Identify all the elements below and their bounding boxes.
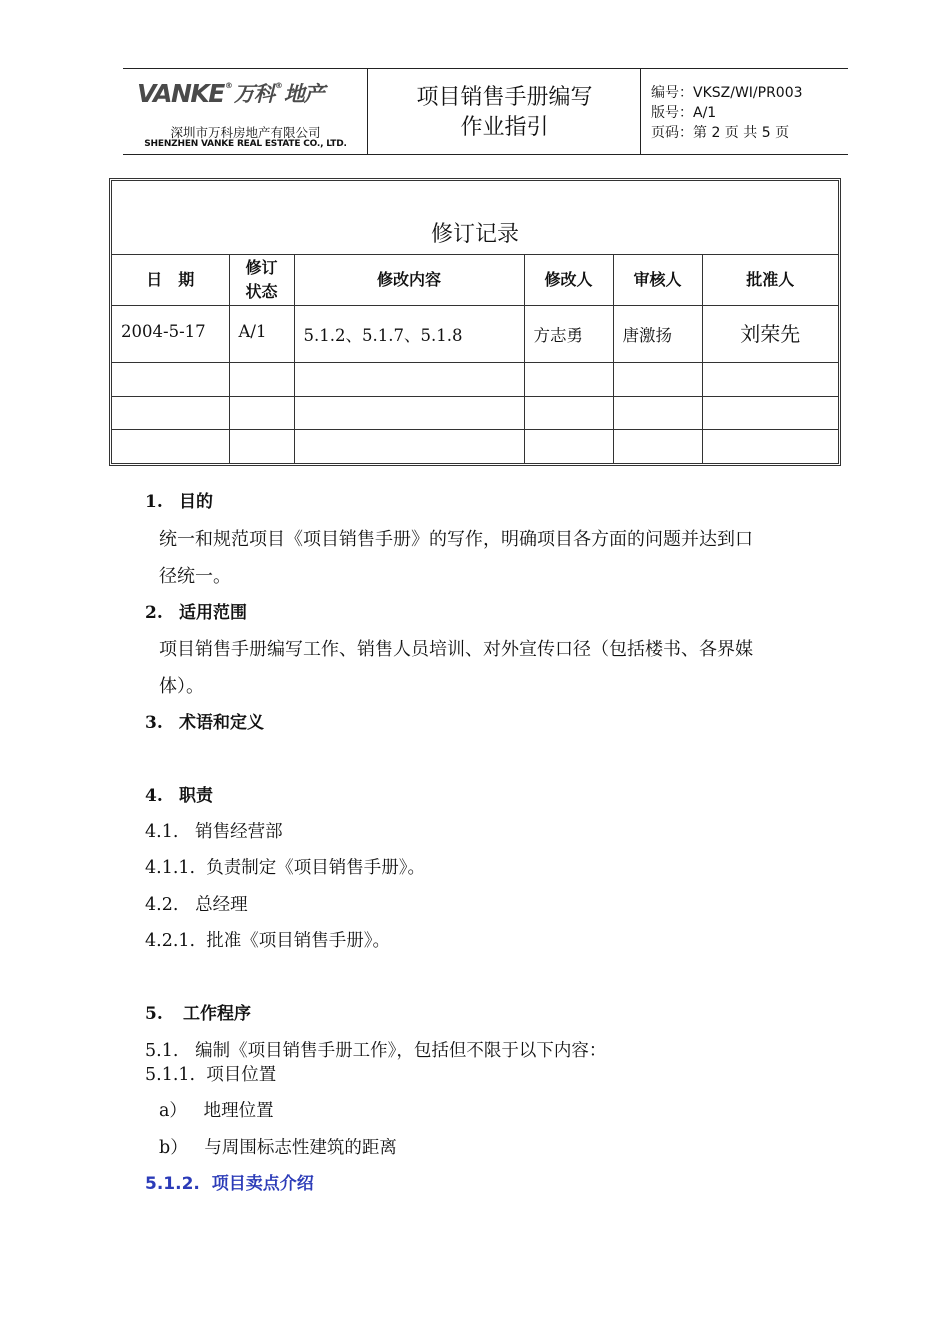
empty-cell bbox=[524, 396, 613, 429]
empty-cell bbox=[613, 396, 702, 429]
empty-cell bbox=[702, 362, 838, 396]
empty-cell bbox=[702, 396, 838, 429]
col-header-modifier: 修改人 bbox=[524, 254, 613, 305]
col-header-status bbox=[229, 254, 294, 305]
section-4-heading bbox=[145, 784, 213, 808]
list-item-a: a） 地理位置 bbox=[159, 1101, 274, 1121]
empty-cell bbox=[294, 362, 524, 396]
subsection-5-1-2: 5.1.2. 项目卖点介绍 bbox=[145, 1174, 314, 1194]
table-row-empty bbox=[112, 429, 838, 463]
empty-cell bbox=[229, 396, 294, 429]
empty-cell bbox=[702, 429, 838, 463]
section-1-heading bbox=[145, 490, 213, 514]
section-number: 4. bbox=[145, 786, 163, 806]
section-1-paragraph-line-1: 统一和规范项目《项目销售手册》的写作，明确项目各方面的问题并达到口 bbox=[159, 529, 753, 550]
logo-cell bbox=[123, 69, 368, 154]
section-title: 术语和定义 bbox=[179, 713, 264, 733]
subsection-4-1-1: 4.1.1. 负责制定《项目销售手册》。 bbox=[145, 858, 425, 878]
section-title: 职责 bbox=[179, 786, 213, 806]
vanke-logo bbox=[137, 79, 324, 109]
empty-cell bbox=[524, 429, 613, 463]
company-name-en: SHENZHEN VANKE REAL ESTATE CO., LTD. bbox=[144, 139, 347, 149]
document-meta bbox=[651, 83, 803, 143]
empty-cell bbox=[524, 362, 613, 396]
section-title: 目的 bbox=[179, 492, 213, 512]
empty-cell bbox=[294, 396, 524, 429]
table-row-empty bbox=[112, 362, 838, 396]
document-header bbox=[123, 68, 848, 155]
empty-cell bbox=[112, 429, 229, 463]
section-2-paragraph-line-2: 体）。 bbox=[159, 676, 204, 697]
section-3-heading bbox=[145, 711, 264, 735]
subsection-4-2-1: 4.2.1. 批准《项目销售手册》。 bbox=[145, 931, 390, 951]
logo-cjk-2: 地产 bbox=[283, 82, 324, 106]
table-row bbox=[112, 305, 838, 362]
document-title-line-2: 作业指引 bbox=[460, 115, 549, 140]
document-title bbox=[368, 83, 641, 143]
section-title: 工作程序 bbox=[183, 1004, 251, 1024]
section-number: 2. bbox=[145, 603, 163, 623]
page-number: 页码：第 2 页 共 5 页 bbox=[651, 125, 790, 141]
logo-registered-mark: ® bbox=[224, 81, 233, 90]
meta-cell bbox=[641, 69, 848, 154]
subsection-4-2: 4.2. 总经理 bbox=[145, 895, 248, 915]
subsection-5-1: 5.1. 编制《项目销售手册工作》，包括但不限于以下内容： bbox=[145, 1041, 607, 1061]
cell-date: 2004-5-17 bbox=[112, 305, 229, 362]
title-cell bbox=[368, 69, 641, 154]
empty-cell bbox=[294, 429, 524, 463]
revision-record-table bbox=[109, 178, 841, 466]
col-header-content: 修改内容 bbox=[294, 254, 524, 305]
subsection-5-1-1: 5.1.1. 项目位置 bbox=[145, 1065, 277, 1085]
cell-status: A/1 bbox=[229, 305, 294, 362]
cell-content: 5.1.2、5.1.7、5.1.8 bbox=[294, 305, 524, 362]
subsection-4-1: 4.1. 销售经营部 bbox=[145, 822, 283, 842]
col-header-status-line-1: 修订 bbox=[245, 257, 278, 277]
logo-cjk: 万科 bbox=[233, 82, 274, 106]
empty-cell bbox=[229, 362, 294, 396]
table-row-empty bbox=[112, 396, 838, 429]
section-number: 1. bbox=[145, 492, 163, 512]
company-name-cn: 深圳市万科房地产有限公司 bbox=[170, 125, 321, 140]
empty-cell bbox=[229, 429, 294, 463]
logo-registered-mark-2: ® bbox=[274, 81, 283, 90]
logo-latin: VANKE bbox=[137, 79, 224, 108]
version-number: 版号：A/1 bbox=[651, 105, 717, 121]
list-item-b: b） 与周围标志性建筑的距离 bbox=[159, 1138, 397, 1158]
section-5-heading bbox=[145, 1002, 251, 1026]
document-number: 编号：VKSZ/WI/PR003 bbox=[651, 85, 803, 101]
section-1-paragraph-line-2: 径统一。 bbox=[159, 566, 231, 587]
revision-table-title: 修订记录 bbox=[112, 181, 838, 254]
cell-approver: 刘荣先 bbox=[702, 305, 838, 362]
empty-cell bbox=[112, 396, 229, 429]
col-header-approver: 批准人 bbox=[702, 254, 838, 305]
col-header-date: 日 期 bbox=[112, 254, 229, 305]
empty-cell bbox=[613, 362, 702, 396]
section-title: 适用范围 bbox=[179, 603, 247, 623]
empty-cell bbox=[613, 429, 702, 463]
cell-reviewer: 唐激扬 bbox=[613, 305, 702, 362]
cell-modifier: 方志勇 bbox=[524, 305, 613, 362]
empty-cell bbox=[112, 362, 229, 396]
section-number: 5. bbox=[145, 1004, 163, 1024]
section-2-heading bbox=[145, 601, 247, 625]
section-2-paragraph-line-1: 项目销售手册编写工作、销售人员培训、对外宣传口径（包括楼书、各界媒 bbox=[159, 639, 753, 660]
col-header-status-line-2: 状态 bbox=[245, 281, 278, 301]
section-number: 3. bbox=[145, 713, 163, 733]
document-title-line-1: 项目销售手册编写 bbox=[416, 85, 593, 110]
col-header-reviewer: 审核人 bbox=[613, 254, 702, 305]
